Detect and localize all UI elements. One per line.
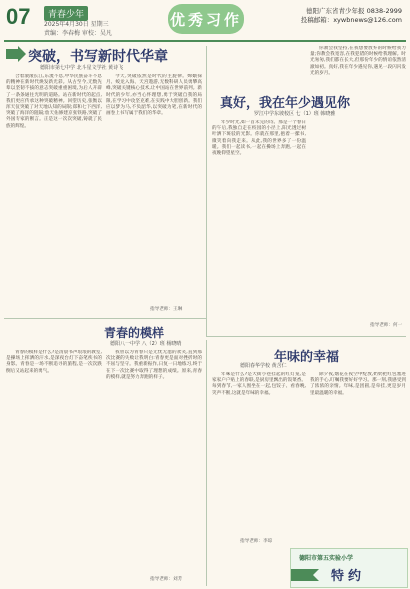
editors-line: 责编：李春梅 审校：吴凡 — [44, 30, 112, 37]
byline-youth: 德阳八一中学 八（2）班 杨晓晴 — [110, 341, 182, 347]
section-title: 优秀习作 — [169, 10, 242, 29]
email-link[interactable]: 投稿邮箱：xywbnews@126.com — [300, 16, 402, 25]
article-lede-meeting-you — [212, 74, 274, 90]
dateline: 2025年4月30日 星期三 — [44, 21, 109, 28]
byline-meeting-you: 罗江中学东坡校区 七（1）班 韩晓雅 — [254, 111, 336, 117]
headline-new-year: 年味的幸福 — [274, 350, 340, 365]
paragraph: 年味是什么?是大街小巷挂起的红灯笼,是家家户户贴上的春联,是厨房里飘出的饭菜香。每到春节,一家人围坐在一起,包饺子、看春晚,笑声不断,这就是年味的幸福。 — [212, 372, 306, 396]
special-label: 特约 — [331, 569, 366, 584]
headline-youth: 青春的模样 — [104, 326, 165, 340]
paragraph: 合着滚滚长江,东流不息,中华民族奋斗不息的精神在新时代焕发新光彩。从古至今,无数先辈以坚韧不拔的意志突破重重困境,为后人开辟了一条条通往光明的道路。站在新时代的起点,我们更应传承这种突破精神。回望历史,张衡以浑天仪突破了对天地认知的局限;郑和七下西洋,突破了海洋的阻隔;詹天佑修建京张铁路,突破了外国专家的断言。正是这一次次突破,铸就了民族的辉煌。 — [6, 74, 102, 129]
teacher-new-year: 指导老师：李琼 — [240, 539, 273, 544]
byline-breakthrough: 德阳市第七中学 北斗星文学社 黄诗飞 — [40, 65, 124, 71]
paragraph: 除夕夜,烟花在夜空中绽放,奶奶把红包塞进我的手心,叮嘱我要好好学习。那一刻,我感受到了浓浓的亲情。年味,是团圆,是牵挂,更是岁月里最温暖的幸福。 — [310, 372, 406, 396]
article-body-meeting-you-col1 — [212, 120, 306, 330]
paragraph: 我曾以为青春只是无忧无虑的欢笑,直到那次比赛的失败让我明白:青春更是面对挫折时的不屈与坚守。我重新振作,日复一日地练习,终于在下一次比赛中取得了理想的成绩。原来,青春的模样,就是努力奔跑的样子。 — [106, 350, 202, 380]
teacher-meeting-you: 指导老师：何一 — [370, 323, 403, 328]
paragraph: 年少时光,如一首未完的诗。那是一个春日的午后,我独自走在校园的小径上,阳光透过树叶洒下斑驳的光影。你就在那里,抱着一摞书,微笑着向我走来。从此,我的世界多了一份温暖。我们一起读书,一起在操场上奔跑,一起在夜晚仰望星空。 — [212, 120, 306, 157]
paragraph: 今天,突破依然是时代的主旋律。嫦娥探月、蛟龙入海、天宫遨游,无数科研人员勇攀高峰,突破关键核心技术,让中国站在世界前列。新时代的少年,亦当心怀理想,勇于突破自我的局限,在学习中攻坚克难,在实践中大胆创新。我们应以梦为马,不负韶华,以突破为笔,在新时代的画卷上书写属于我们的华章。 — [106, 74, 202, 117]
headline-meeting-you: 真好，我在年少遇见你 — [220, 96, 351, 111]
row-divider — [4, 318, 206, 319]
column-divider — [206, 340, 207, 586]
special-feature-box — [290, 548, 408, 588]
article-body-new-year-col1 — [212, 372, 306, 542]
headline-breakthrough: 突破，书写新时代华章 — [28, 49, 168, 65]
column-divider — [206, 46, 207, 336]
article-body-youth-col2 — [106, 350, 202, 584]
ribbon-icon — [291, 569, 319, 581]
article-body-breakthrough-col2 — [106, 74, 202, 314]
paragraph: 你教会我坚持,在我想要放弃的时候给我力量;你教会我宽容,在我犯错的时候给我理解。时光匆匆,我们都在长大,但那份年少的情谊依然清澈如初。真好,我在年少遇见你,遇见一段闪闪发光的岁月。 — [310, 46, 406, 76]
masthead — [0, 0, 410, 40]
school-name: 德阳市第五实验小学 — [299, 555, 354, 562]
header-rule — [4, 40, 406, 42]
article-body-breakthrough-col1 — [6, 74, 102, 314]
byline-new-year: 德阳春华学校 黄含仁 — [240, 363, 287, 369]
article-body-youth-col1 — [6, 350, 102, 584]
brand-label: 青春少年 — [44, 6, 88, 21]
teacher-breakthrough: 指导老师：王琳 — [150, 307, 183, 312]
paragraph: 青春的模样是什么?是清晨书声琅琅的教室,是操场上挥洒的汗水,是深夜台灯下奋笔疾书的身影。青春是一场不断追寻的旅程,是一次次跌倒后又站起来的勇气。 — [6, 350, 102, 374]
row-divider — [206, 336, 406, 337]
section-banner — [168, 4, 244, 34]
article-body-new-year-col2 — [310, 372, 406, 542]
arrow-icon — [6, 46, 26, 62]
contact-info — [301, 7, 402, 25]
article-body-meeting-you-col2 — [310, 46, 406, 330]
page-number: 07 — [6, 4, 31, 29]
hotline-text: 德阳广东省青少年报 0838-2999 — [306, 7, 402, 15]
teacher-youth: 指导老师：刘芳 — [150, 577, 183, 582]
